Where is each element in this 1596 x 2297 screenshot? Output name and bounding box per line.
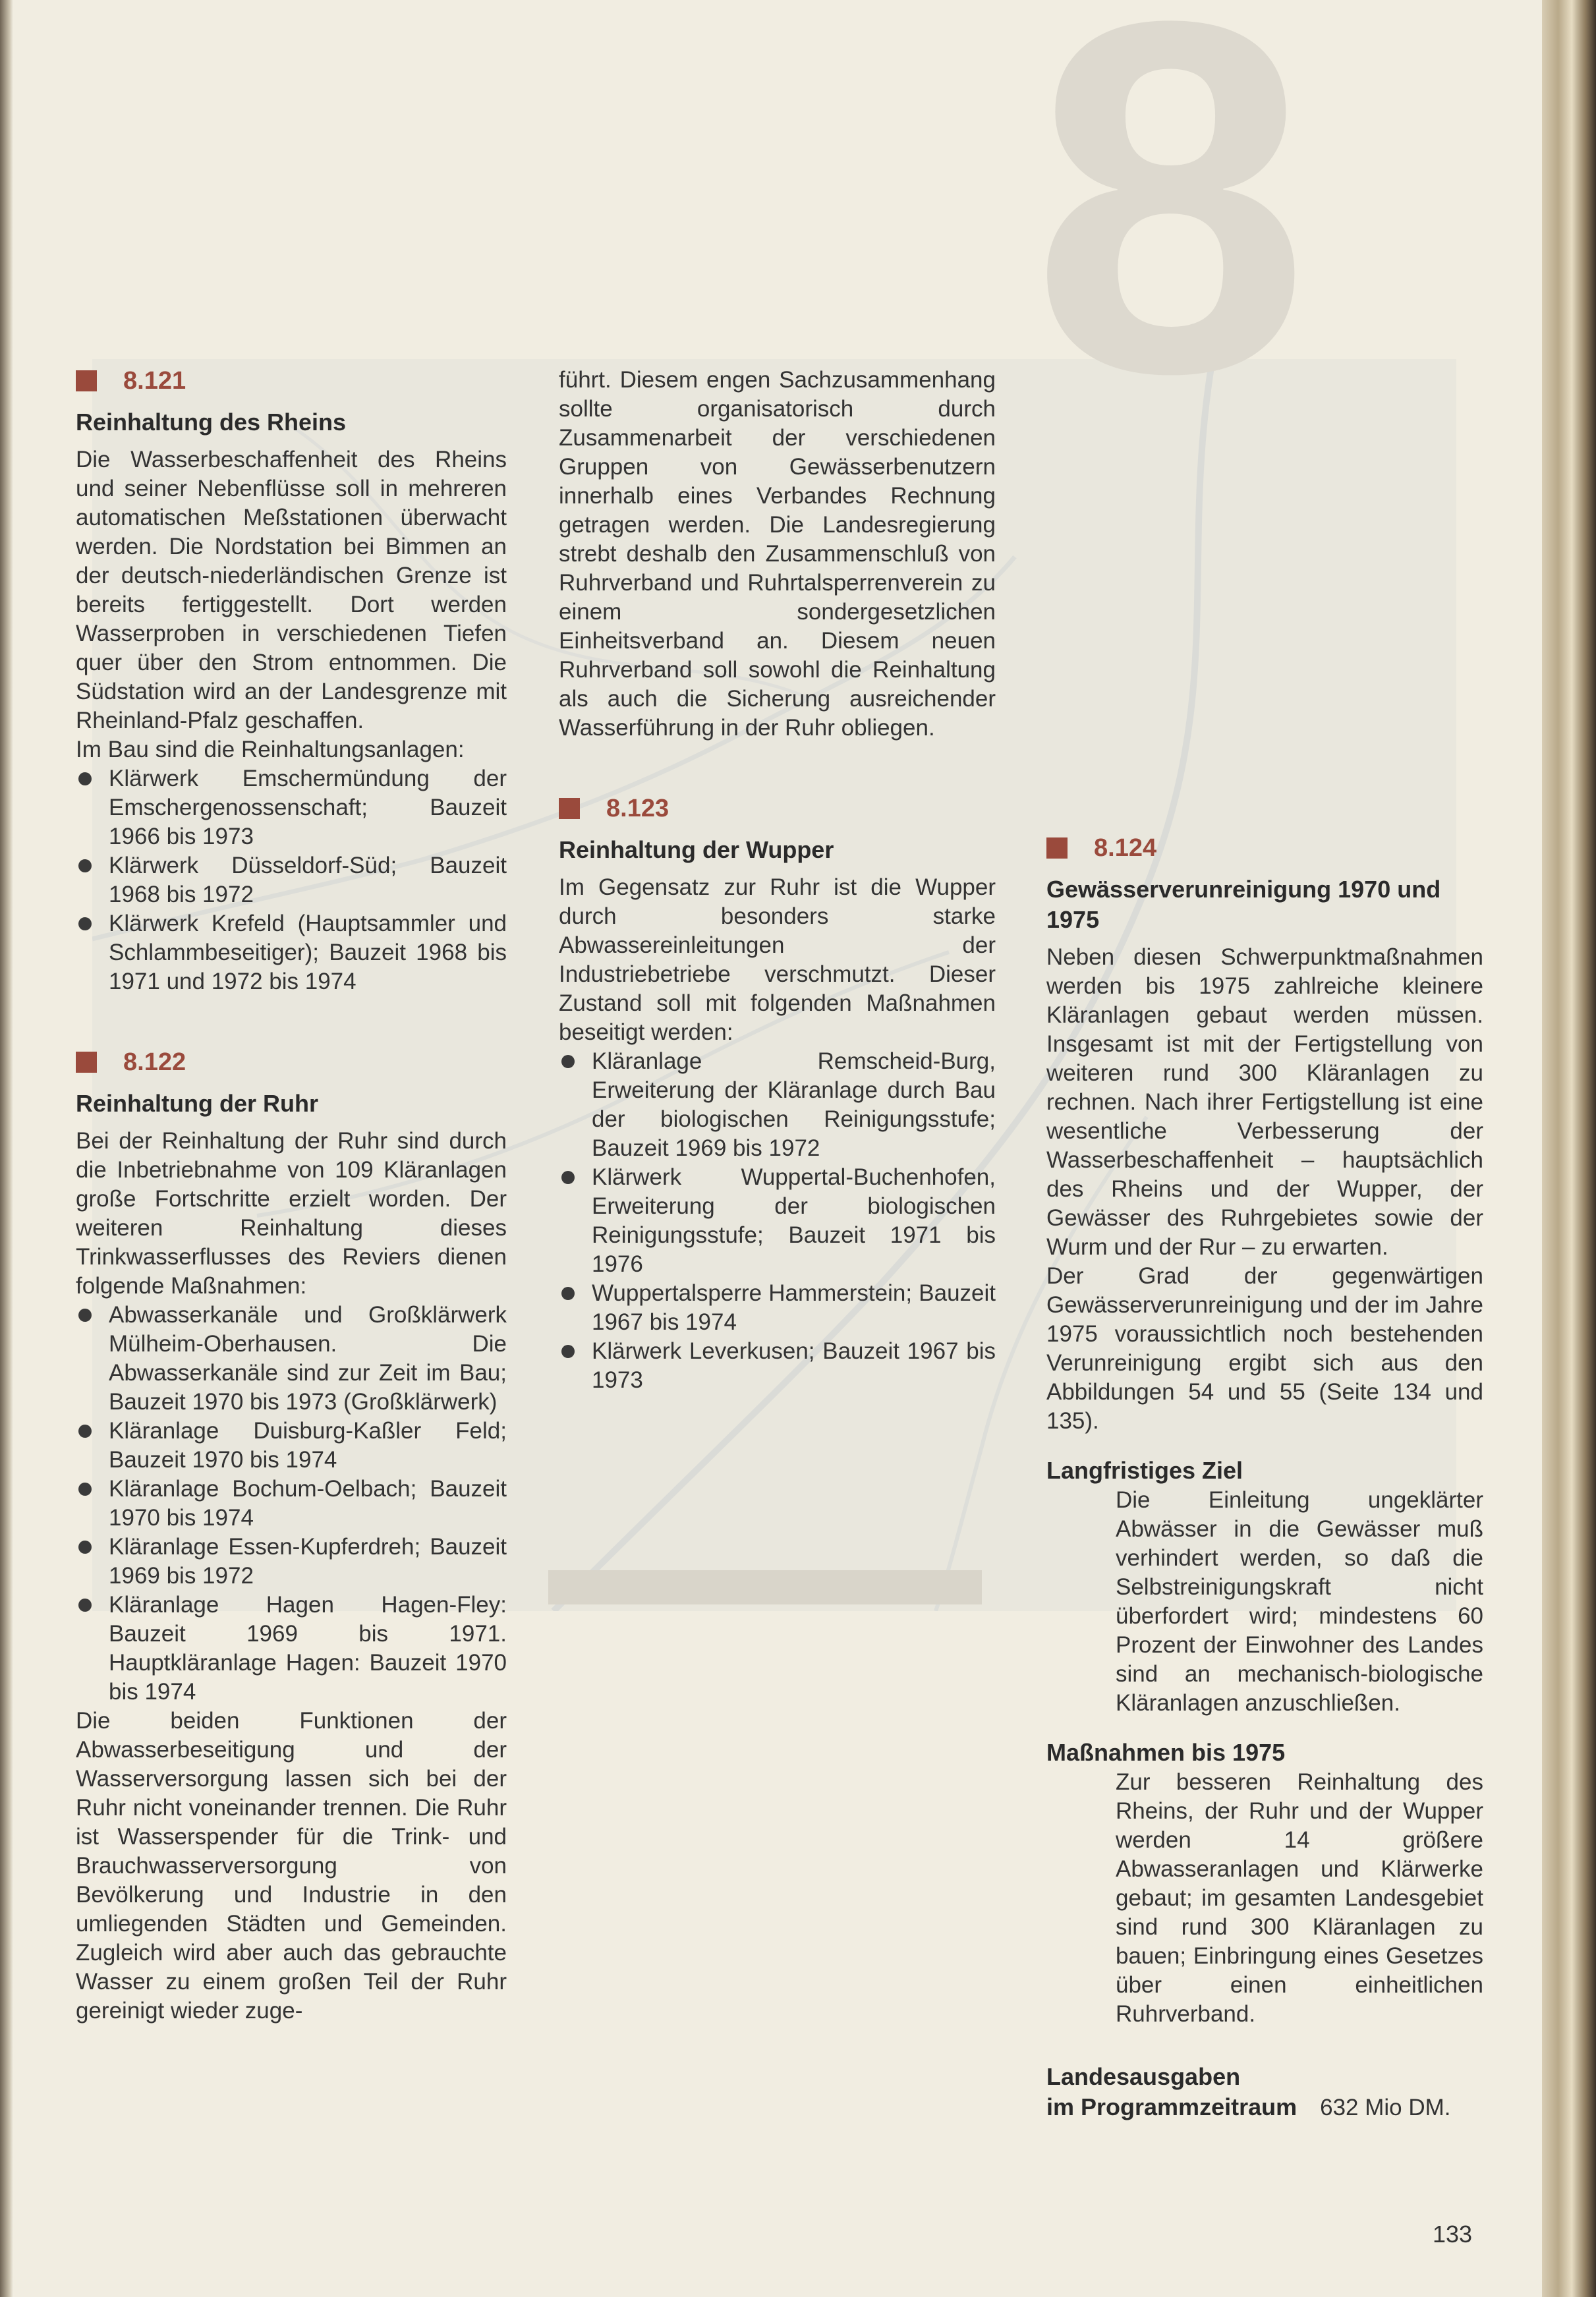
list-item: Klärwerk Leverkusen; Bauzeit 1967 bis 1973 — [559, 1337, 996, 1395]
section-heading-8-124 — [1046, 828, 1483, 868]
paragraph: Bei der Reinhaltung der Ruhr sind durch die Inbetriebnahme von 109 Kläranlagen große Fortschritte erzielt worden. Der weiteren Reinhaltung dieses Trinkwasserflusses des Reviers dienen folgende Maßnahmen: — [76, 1128, 507, 1299]
list-item: Kläranlage Remscheid-Burg, Erweiterung der Kläranlage durch Bau der biologischen Reinigungsstufe; Bauzeit 1969 bis 1972 — [559, 1047, 996, 1163]
section-number: 8.123 — [606, 795, 670, 822]
column-2 — [559, 366, 996, 1395]
subheading-measures: Maßnahmen bis 1975 — [1046, 1739, 1286, 1766]
measure-list — [76, 1301, 507, 1707]
section-number: 8.124 — [1094, 834, 1157, 862]
subheading-long-term-goal: Langfristiges Ziel — [1046, 1457, 1243, 1484]
goal-text: Die Einleitung ungeklärter Abwässer in die Gewässer muß verhindert werden, so daß die Selbstreinigungskraft nicht überfordert wird; mindestens 60 Prozent der Einwohner des Landes sind an mechanisch-biologische Kläranlagen anzuschließen. — [1116, 1487, 1483, 1716]
section-title: Reinhaltung der Wupper — [559, 836, 834, 863]
paragraph: Im Bau sind die Reinhaltungsanlagen: — [76, 737, 465, 762]
list-item: Klärwerk Emschermündung der Emschergenossenschaft; Bauzeit 1966 bis 1973 — [76, 764, 507, 851]
section-number: 8.121 — [123, 367, 186, 395]
section-title: Gewässerverunreinigung 1970 und 1975 — [1046, 876, 1441, 933]
list-item: Klärwerk Krefeld (Hauptsammler und Schlammbeseitiger); Bauzeit 1968 bis 1971 und 1972 bis 1974 — [76, 909, 507, 996]
section-square-marker — [76, 370, 97, 391]
spending-label-line-1: Landesausgaben — [1046, 2063, 1241, 2090]
list-item: Wuppertalsperre Hammerstein; Bauzeit 1967 bis 1974 — [559, 1279, 996, 1337]
spending-label-line-2: im Programmzeitraum — [1046, 2093, 1297, 2120]
section-title: Reinhaltung des Rheins — [76, 409, 347, 436]
section-square-marker — [559, 798, 580, 819]
section-title: Reinhaltung der Ruhr — [76, 1090, 318, 1117]
book-page-edge — [1542, 0, 1596, 2297]
paragraph-continuation: führt. Diesem engen Sachzusammenhang sollte organisatorisch durch Zusammenarbeit der verschiedenen Gruppen von Gewässerbenutzern innerhalb eines Verbandes Rechnung getragen werden. Die Landesregierung strebt deshalb den Zusammenschluß von Ruhrverband und Ruhrtalsperrenverein zu einem sondergesetzlichen Einheitsverband an. Diesem neuen Ruhrverband soll sowohl die Reinhaltung als auch die Sicherung ausreichender Wasserführung in der Ruhr obliegen. — [559, 367, 996, 741]
page-gutter — [0, 0, 13, 2297]
measure-list — [76, 764, 507, 996]
section-heading-8-122 — [76, 1042, 507, 1082]
column-3 — [1046, 828, 1483, 2122]
paragraph: Im Gegensatz zur Ruhr ist die Wupper durch besonders starke Abwassereinleitungen der Industriebetriebe verschmutzt. Dieser Zustand soll mit folgenden Maßnahmen beseitigt werden: — [559, 874, 996, 1045]
list-item: Kläranlage Bochum-Oelbach; Bauzeit 1970 bis 1974 — [76, 1475, 507, 1533]
section-square-marker — [76, 1052, 97, 1073]
list-item: Klärwerk Wuppertal-Buchenhofen, Erweiterung der biologischen Reinigungsstufe; Bauzeit 1971 bis 1976 — [559, 1163, 996, 1279]
state-spending — [1046, 2062, 1483, 2122]
list-item: Abwasserkanäle und Großklärwerk Mülheim-Oberhausen. Die Abwasserkanäle sind zur Zeit im Bau; Bauzeit 1970 bis 1973 (Großklärwerk) — [76, 1301, 507, 1417]
page-number: 133 — [1433, 2221, 1473, 2248]
section-square-marker — [1046, 837, 1068, 859]
measure-list — [559, 1047, 996, 1395]
column-1 — [76, 361, 507, 2026]
gray-bar — [548, 1570, 982, 1604]
list-item: Kläranlage Essen-Kupferdreh; Bauzeit 1969 bis 1972 — [76, 1533, 507, 1591]
section-heading-8-121 — [76, 361, 507, 401]
section-heading-8-123 — [559, 789, 996, 828]
spending-label — [1046, 2062, 1297, 2122]
paragraph: Die beiden Funktionen der Abwasserbeseitigung und der Wasserversorgung lassen sich bei der Ruhr nicht voneinander trennen. Die Ruhr ist Wasserspender für die Trink- und Brauchwasserversorgung von Bevölkerung und Industrie in den umliegenden Städten und Gemeinden. Zugleich wird aber auch das gebrauchte Wasser zu einem großen Teil der Ruhr gereinigt wieder zuge- — [76, 1708, 507, 2024]
section-number: 8.122 — [123, 1048, 186, 1076]
chapter-number: 8 — [1031, 0, 1310, 477]
paragraph: Neben diesen Schwerpunktmaßnahmen werden bis 1975 zahlreiche kleinere Kläranlagen gebaut werden müssen. Insgesamt ist mit der Fertigstellung von weiteren rund 300 Kläranlagen zu rechnen. Nach ihrer Fertigstellung ist eine wesentliche Verbesserung der Wasserbeschaffenheit – hauptsächlich des Rheins und der Wupper, der Gewässer des Ruhrgebietes sowie der Wurm und der Rur – zu erwarten. — [1046, 944, 1483, 1260]
paragraph: Die Wasserbeschaffenheit des Rheins und seiner Nebenflüsse soll in mehreren automatischen Meßstationen überwacht werden. Die Nordstation bei Bimmen an der deutsch-niederländischen Grenze ist bereits fertiggestellt. Dort werden Wasserproben in verschiedenen Tiefen quer über den Strom entnommen. Die Südstation wird an der Landesgrenze mit Rheinland-Pfalz geschaffen. — [76, 447, 507, 733]
paragraph: Der Grad der gegenwärtigen Gewässerverunreinigung und der im Jahre 1975 voraussichtlich noch bestehenden Verunreinigung ergibt sich aus den Abbildungen 54 und 55 (Seite 134 und 135). — [1046, 1263, 1483, 1434]
measures-text: Zur besseren Reinhaltung des Rheins, der Ruhr und der Wupper werden 14 größere Abwasseranlagen und Klärwerke gebaut; im gesamten Landesgebiet sind rund 300 Kläranlagen zu bauen; Einbringung eines Gesetzes über einen einheitlichen Ruhrverband. — [1116, 1769, 1483, 2027]
list-item: Klärwerk Düsseldorf-Süd; Bauzeit 1968 bis 1972 — [76, 851, 507, 909]
spending-value: 632 Mio DM. — [1320, 2095, 1451, 2120]
list-item: Kläranlage Duisburg-Kaßler Feld; Bauzeit 1970 bis 1974 — [76, 1417, 507, 1475]
list-item: Kläranlage Hagen Hagen-Fley: Bauzeit 1969 bis 1971. Hauptkläranlage Hagen: Bauzeit 1970 bis 1974 — [76, 1591, 507, 1707]
